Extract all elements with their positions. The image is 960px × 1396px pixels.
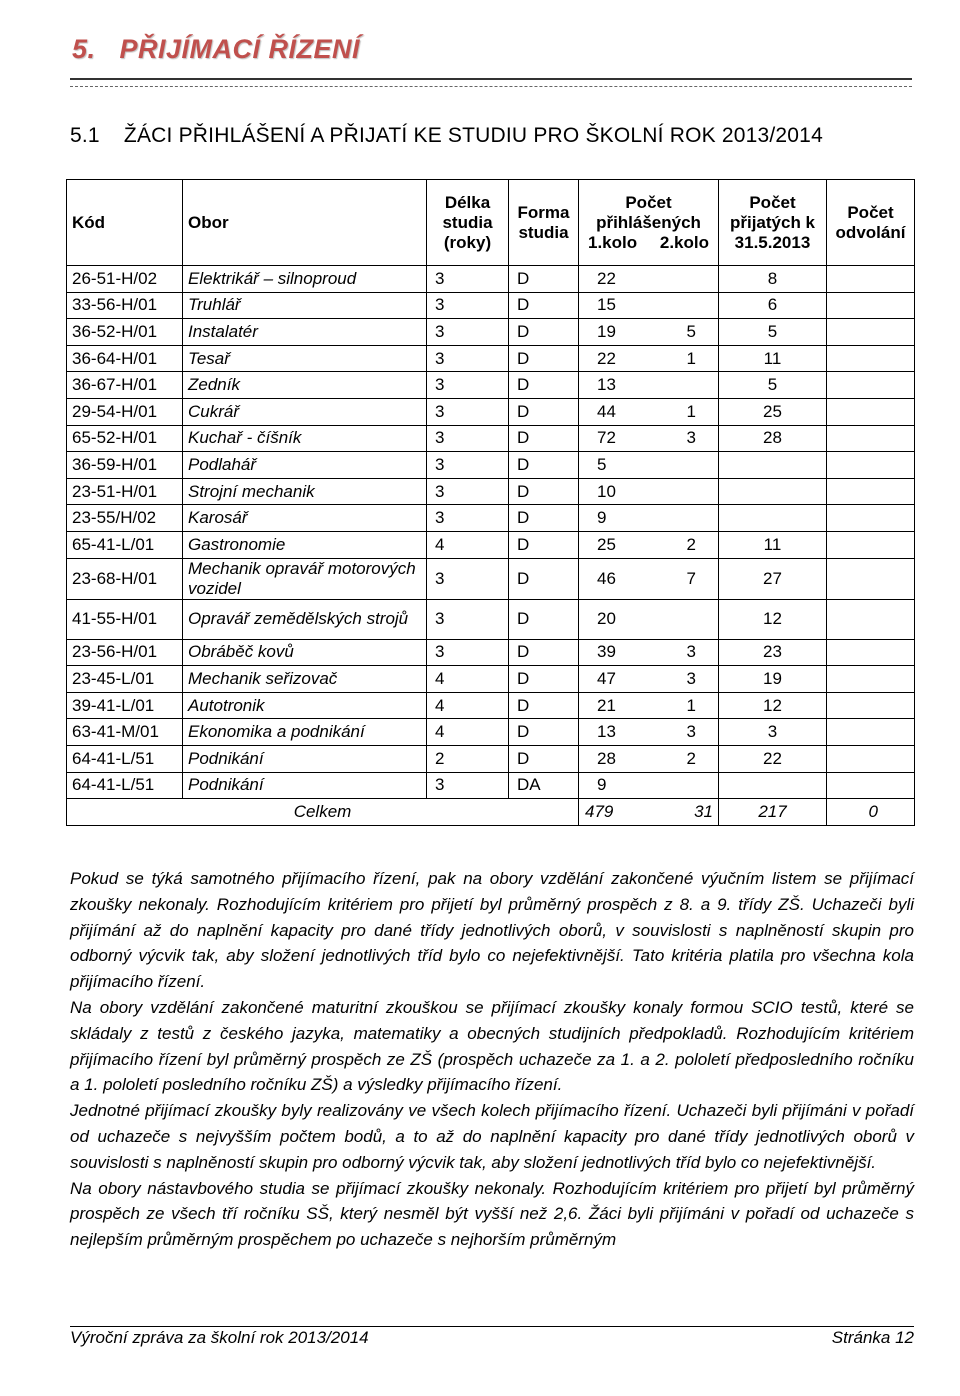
table-row (67, 692, 915, 719)
cell-kolo2: 7 (686, 568, 696, 588)
cell-forma: D (509, 266, 579, 293)
header-obor: Obor (183, 180, 427, 266)
total-kolo1 (579, 799, 719, 826)
cell-kolo (579, 639, 719, 666)
paragraph-vyucni: Pokud se týká samotného přijímacího řízení, pak na obory vzdělání zakončené výučním listem se přijímací zkoušky nekonaly. Rozhodujícím kritériem pro přijetí byl průměrný prospěch z 8. a 9. třídy ZŠ. Uchazeči byli přijímání až do naplnění kapacity pro dané třídy jednotlivých oborů, v souvislosti s naplněností skupin pro odborný výcvik tak, aby složení jednotlivých tříd bylo co nejefektivnější. Tato kritéria platila pro všechna kola přijímacího řízení. (70, 869, 914, 992)
cell-delka: 3 (427, 558, 509, 599)
cell-prijatych: 11 (719, 345, 827, 372)
table-row (67, 719, 915, 746)
cell-obor: Autotronik (183, 692, 427, 719)
cell-prijatych: 28 (719, 425, 827, 452)
paragraph-maturitni: Na obory vzdělání zakončené maturitní zkouškou se přijímací zkoušky konaly formou SCIO testů, které se skládaly z testů z českého jazyka, matematiky a obecných studijních předpokladů. Rozhodujícím kritériem přijímacího řízení byl průměrný prospěch ze ZŠ (prospěch uchazeče za 1. a 2. pololetí předposledního ročníku a 1. pololetí posledního ročníku ZŠ) a výsledky přijímacího řízení. (70, 997, 914, 1095)
cell-kolo1: 39 (597, 642, 616, 662)
cell-delka: 3 (427, 345, 509, 372)
cell-kod: 39-41-L/01 (67, 692, 183, 719)
cell-kolo1: 46 (597, 568, 616, 588)
header-odvolani (827, 180, 915, 266)
cell-odvolani (827, 692, 915, 719)
cell-kolo (579, 478, 719, 505)
paragraph-jednotne: Jednotné přijímací zkoušky byly realizovány ve všech kolech přijímacího řízení. Uchazeči byli přijímáni v pořadí od uchazeče s nejvyšším počtem bodů, a to až do naplnění kapacity pro dané třídy jednotlivých oborů v souvislosti s naplněností skupin pro odborný výcvik tak, aby složení jednotlivých tříd bylo co nejefektivnější. (70, 1101, 914, 1172)
cell-kolo2: 1 (686, 348, 696, 368)
cell-odvolani (827, 772, 915, 799)
header-delka-label: Délka studia (roky) (442, 192, 493, 252)
cell-kolo1: 22 (597, 268, 616, 288)
cell-kod: 23-51-H/01 (67, 478, 183, 505)
table-row (67, 599, 915, 639)
table-row (67, 372, 915, 399)
table-row (67, 639, 915, 666)
cell-forma: DA (509, 772, 579, 799)
cell-kolo1: 13 (597, 722, 616, 742)
cell-kod: 36-64-H/01 (67, 345, 183, 372)
cell-obor: Mechanik seřizovač (183, 666, 427, 693)
cell-forma: D (509, 666, 579, 693)
cell-obor: Elektrikář – silnoproud (183, 266, 427, 293)
cell-kolo (579, 398, 719, 425)
cell-kolo1: 20 (597, 609, 616, 629)
cell-kod: 65-41-L/01 (67, 531, 183, 558)
cell-kolo (579, 558, 719, 599)
cell-kolo2: 3 (686, 668, 696, 688)
chapter-divider (70, 78, 912, 87)
cell-obor: Gastronomie (183, 531, 427, 558)
cell-kod: 64-41-L/51 (67, 772, 183, 799)
cell-kod: 41-55-H/01 (67, 599, 183, 639)
cell-delka: 3 (427, 639, 509, 666)
cell-kolo (579, 745, 719, 772)
cell-odvolani (827, 372, 915, 399)
cell-obor: Strojní mechanik (183, 478, 427, 505)
header-prijatych-label: Počet přijatých k 31.5.2013 (729, 192, 816, 252)
cell-delka: 4 (427, 692, 509, 719)
cell-odvolani (827, 452, 915, 479)
table-row (67, 292, 915, 319)
table-row (67, 558, 915, 599)
cell-kod: 36-67-H/01 (67, 372, 183, 399)
cell-odvolani (827, 558, 915, 599)
table-body (67, 266, 915, 799)
cell-odvolani (827, 639, 915, 666)
cell-delka: 4 (427, 531, 509, 558)
cell-obor: Cukrář (183, 398, 427, 425)
cell-forma: D (509, 531, 579, 558)
cell-prijatych: 27 (719, 558, 827, 599)
cell-odvolani (827, 505, 915, 532)
cell-delka: 2 (427, 745, 509, 772)
cell-kod: 23-56-H/01 (67, 639, 183, 666)
cell-kolo (579, 666, 719, 693)
cell-odvolani (827, 478, 915, 505)
cell-prijatych: 12 (719, 599, 827, 639)
cell-kolo (579, 345, 719, 372)
cell-kolo1: 47 (597, 668, 616, 688)
cell-forma: D (509, 692, 579, 719)
cell-obor: Tesař (183, 345, 427, 372)
header-kolo1: 1.kolo (588, 232, 638, 252)
table-row (67, 398, 915, 425)
header-prihlasenych-label: Počet přihlášených (596, 192, 701, 232)
cell-kod: 23-55/H/02 (67, 505, 183, 532)
cell-prijatych: 11 (719, 531, 827, 558)
table-row (67, 772, 915, 799)
cell-forma: D (509, 478, 579, 505)
cell-obor: Opravář zemědělských strojů (183, 599, 427, 639)
cell-forma: D (509, 319, 579, 346)
page-footer (70, 1326, 914, 1348)
table-row (67, 505, 915, 532)
header-prijatych (719, 180, 827, 266)
total-label: Celkem (67, 799, 579, 826)
cell-kolo1: 5 (597, 454, 607, 474)
cell-kolo2: 1 (686, 695, 696, 715)
header-forma-label: Forma studia (517, 202, 570, 242)
cell-prijatych (719, 772, 827, 799)
table-row (67, 425, 915, 452)
cell-kolo1: 9 (597, 508, 607, 528)
cell-prijatych: 23 (719, 639, 827, 666)
footer-page-number: Stránka 12 (831, 1328, 914, 1347)
cell-forma: D (509, 292, 579, 319)
cell-prijatych (719, 505, 827, 532)
cell-forma: D (509, 745, 579, 772)
cell-obor: Podlahář (183, 452, 427, 479)
cell-odvolani (827, 398, 915, 425)
chapter-title: 5. PŘIJÍMACÍ ŘÍZENÍ (72, 34, 361, 64)
cell-odvolani (827, 666, 915, 693)
cell-kolo1: 10 (597, 481, 616, 501)
cell-forma: D (509, 452, 579, 479)
cell-obor: Ekonomika a podnikání (183, 719, 427, 746)
cell-kolo (579, 692, 719, 719)
cell-delka: 3 (427, 319, 509, 346)
cell-forma: D (509, 425, 579, 452)
cell-delka: 3 (427, 292, 509, 319)
cell-forma: D (509, 372, 579, 399)
footer-title: Výroční zpráva za školní rok 2013/2014 (70, 1328, 369, 1347)
cell-delka: 3 (427, 398, 509, 425)
cell-forma: D (509, 345, 579, 372)
cell-kolo1: 22 (597, 348, 616, 368)
cell-kolo1: 15 (597, 295, 616, 315)
body-text (70, 866, 914, 1253)
cell-obor: Mechanik opravář motorových vozidel (183, 558, 427, 599)
cell-prijatych: 12 (719, 692, 827, 719)
cell-forma: D (509, 719, 579, 746)
cell-kod: 29-54-H/01 (67, 398, 183, 425)
cell-prijatych: 5 (719, 372, 827, 399)
total-kolo1-value: 479 (585, 802, 614, 822)
header-odvolani-label: Počet odvolání (835, 202, 906, 242)
cell-kolo (579, 452, 719, 479)
table-row (67, 666, 915, 693)
table-row (67, 345, 915, 372)
header-delka (427, 180, 509, 266)
cell-kolo2: 5 (686, 321, 696, 341)
cell-kolo1: 72 (597, 428, 616, 448)
header-kolo2: 2.kolo (659, 232, 709, 252)
cell-kod: 65-52-H/01 (67, 425, 183, 452)
cell-odvolani (827, 266, 915, 293)
cell-kolo1: 13 (597, 375, 616, 395)
header-forma (509, 180, 579, 266)
cell-kolo2: 2 (686, 534, 696, 554)
cell-kolo (579, 319, 719, 346)
cell-delka: 3 (427, 478, 509, 505)
cell-delka: 3 (427, 599, 509, 639)
header-kod: Kód (67, 180, 183, 266)
cell-odvolani (827, 292, 915, 319)
cell-obor: Karosář (183, 505, 427, 532)
cell-obor: Kuchař - číšník (183, 425, 427, 452)
cell-kod: 64-41-L/51 (67, 745, 183, 772)
cell-kolo2: 2 (686, 748, 696, 768)
table-row (67, 531, 915, 558)
total-prijatych: 217 (719, 799, 827, 826)
cell-obor: Obráběč kovů (183, 639, 427, 666)
table-row (67, 478, 915, 505)
cell-odvolani (827, 599, 915, 639)
cell-obor: Instalatér (183, 319, 427, 346)
cell-odvolani (827, 425, 915, 452)
cell-kod: 33-56-H/01 (67, 292, 183, 319)
cell-delka: 3 (427, 772, 509, 799)
cell-kolo1: 9 (597, 775, 607, 795)
cell-prijatych: 25 (719, 398, 827, 425)
paragraph-nastavbove: Na obory nástavbového studia se přijímací zkoušky nekonaly. Rozhodujícím kritériem pro přijetí byl průměrný prospěch ze všech tří ročníku SŠ, který nesměl být vyšší než 2,6. Žáci byli přijímáni v pořadí od uchazeče s nejlepším průměrným prospěchem po uchazeče s nejhorším průměrným (70, 1178, 914, 1250)
cell-kolo (579, 599, 719, 639)
table-row (67, 452, 915, 479)
cell-prijatych: 22 (719, 745, 827, 772)
total-odvolani: 0 (827, 799, 915, 826)
cell-prijatych (719, 452, 827, 479)
cell-delka: 3 (427, 266, 509, 293)
cell-delka: 4 (427, 666, 509, 693)
cell-kolo1: 19 (597, 321, 616, 341)
cell-delka: 3 (427, 372, 509, 399)
cell-obor: Truhlář (183, 292, 427, 319)
cell-obor: Podnikání (183, 745, 427, 772)
cell-prijatych: 5 (719, 319, 827, 346)
cell-odvolani (827, 719, 915, 746)
cell-kolo1: 28 (597, 748, 616, 768)
cell-kod: 36-59-H/01 (67, 452, 183, 479)
cell-odvolani (827, 319, 915, 346)
cell-kolo2: 3 (686, 642, 696, 662)
cell-kolo (579, 266, 719, 293)
cell-delka: 3 (427, 425, 509, 452)
cell-forma: D (509, 505, 579, 532)
cell-delka: 3 (427, 452, 509, 479)
cell-kolo (579, 772, 719, 799)
cell-kolo (579, 719, 719, 746)
total-row (67, 799, 915, 826)
cell-kolo (579, 531, 719, 558)
cell-odvolani (827, 345, 915, 372)
cell-prijatych: 3 (719, 719, 827, 746)
cell-kod: 36-52-H/01 (67, 319, 183, 346)
cell-odvolani (827, 745, 915, 772)
cell-kolo2: 3 (686, 722, 696, 742)
cell-kolo (579, 292, 719, 319)
cell-obor: Zedník (183, 372, 427, 399)
cell-kolo1: 25 (597, 534, 616, 554)
cell-forma: D (509, 639, 579, 666)
cell-kolo1: 21 (597, 695, 616, 715)
cell-delka: 4 (427, 719, 509, 746)
cell-kod: 63-41-M/01 (67, 719, 183, 746)
cell-prijatych: 19 (719, 666, 827, 693)
cell-kolo1: 44 (597, 401, 616, 421)
cell-kolo (579, 372, 719, 399)
cell-forma: D (509, 398, 579, 425)
total-kolo2-value: 31 (694, 802, 713, 822)
header-prihlasenych (579, 180, 719, 266)
cell-forma: D (509, 558, 579, 599)
cell-kod: 26-51-H/02 (67, 266, 183, 293)
cell-kolo2: 3 (686, 428, 696, 448)
cell-forma: D (509, 599, 579, 639)
cell-kod: 23-68-H/01 (67, 558, 183, 599)
table-row (67, 745, 915, 772)
admissions-table (66, 179, 915, 826)
cell-odvolani (827, 531, 915, 558)
cell-kolo (579, 425, 719, 452)
cell-kod: 23-45-L/01 (67, 666, 183, 693)
cell-delka: 3 (427, 505, 509, 532)
cell-prijatych: 6 (719, 292, 827, 319)
cell-obor: Podnikání (183, 772, 427, 799)
cell-kolo2: 1 (686, 401, 696, 421)
table-row (67, 266, 915, 293)
cell-prijatych: 8 (719, 266, 827, 293)
table-header-row (67, 180, 915, 266)
table-row (67, 319, 915, 346)
cell-prijatych (719, 478, 827, 505)
cell-kolo (579, 505, 719, 532)
section-title: 5.1 ŽÁCI PŘIHLÁŠENÍ A PŘIJATÍ KE STUDIU PRO ŠKOLNÍ ROK 2013/2014 (70, 124, 823, 147)
